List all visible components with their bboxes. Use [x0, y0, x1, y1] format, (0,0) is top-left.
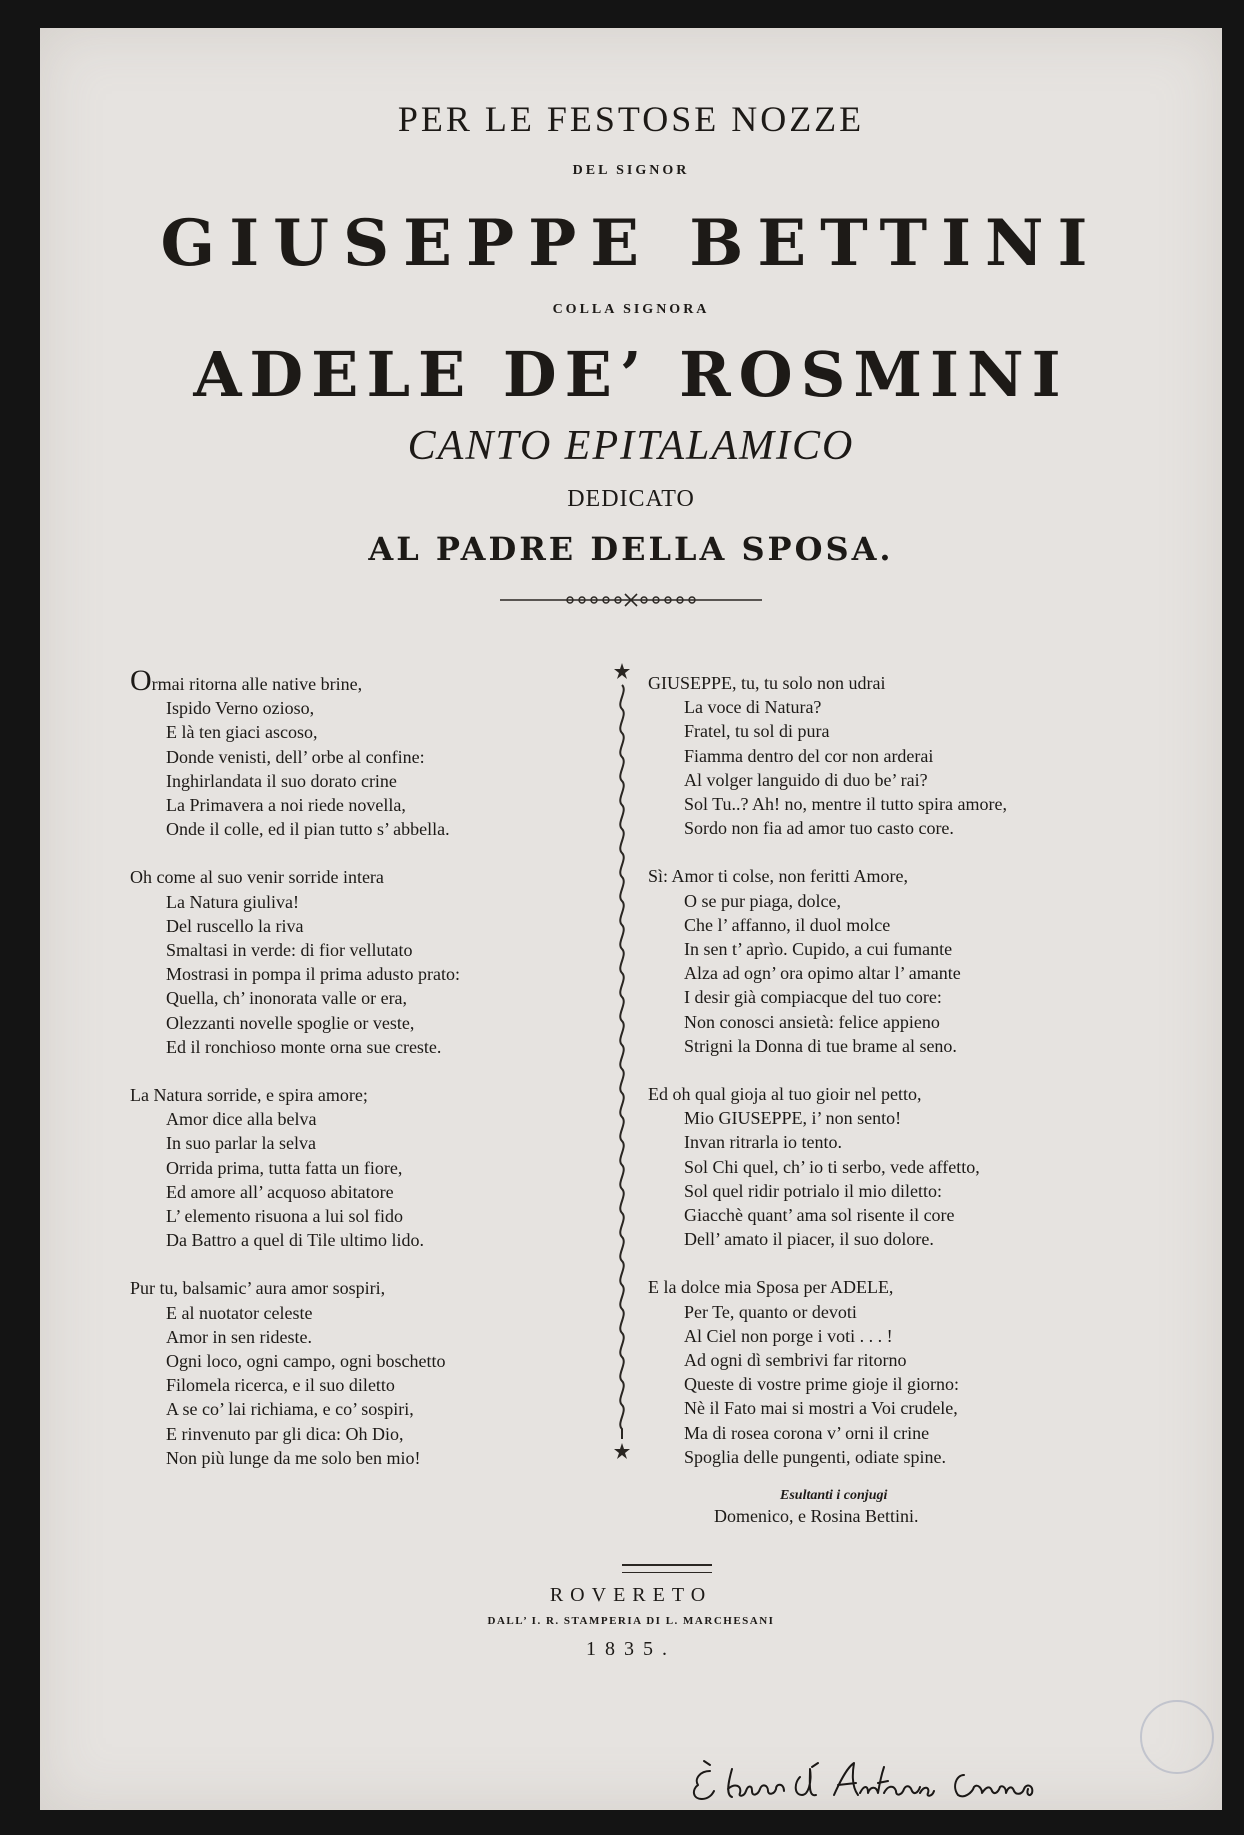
poem-line: Orrida prima, tutta fatta un fiore,	[166, 1157, 403, 1178]
poem-line: Olezzanti novelle spoglie or veste,	[166, 1012, 415, 1033]
title-line-4: COLLA SIGNORA	[552, 302, 710, 317]
drop-cap: O	[130, 664, 152, 697]
poem-line: A se co’ lai richiama, e co’ sospiri,	[166, 1399, 414, 1420]
ornament-rule-icon	[500, 593, 762, 607]
subtitle: CANTO EPITALAMICO	[407, 423, 855, 469]
poem-stanza	[648, 1082, 1118, 1251]
poem-line: Al volger languido di duo be’ rai?	[684, 769, 928, 790]
poem-stanza	[130, 1276, 600, 1470]
broadside-sheet	[40, 28, 1222, 1810]
poem-line: Amor dice alla belva	[166, 1109, 317, 1130]
poem-line: Ad ogni dì sembrivi far ritorno	[684, 1350, 907, 1371]
poem-line: Fiamma dentro del cor non arderai	[684, 745, 934, 766]
poem-line: Smaltasi in verde: di fior vellutato	[166, 940, 413, 961]
poem-line: Non conosci ansietà: felice appieno	[684, 1011, 940, 1032]
poem-line: GIUSEPPE, tu, tu solo non udrai	[648, 673, 886, 693]
poem-line: E al nuotator celeste	[166, 1302, 313, 1323]
poem-line: O se pur piaga, dolce,	[684, 890, 841, 911]
imprint-year: 1835.	[586, 1638, 676, 1660]
poem-line: Dell’ amato il piacer, il suo dolore.	[684, 1229, 934, 1250]
handwritten-note-icon	[688, 1753, 1048, 1813]
signature-names: Domenico, e Rosina Bettini.	[714, 1506, 919, 1526]
poem-line: Ispido Verno ozioso,	[166, 698, 315, 719]
groom-name: GIUSEPPE BETTINI	[160, 206, 1102, 281]
poem-line: Fratel, tu sol di pura	[684, 721, 830, 742]
poem-line: La Natura giuliva!	[166, 891, 299, 912]
poem-line: Pur tu, balsamic’ aura amor sospiri,	[130, 1278, 386, 1299]
poem-line: Ed amore all’ acquoso abitatore	[166, 1181, 394, 1202]
poem-line: La voce di Natura?	[684, 697, 822, 718]
poem-line: E là ten giaci ascoso,	[166, 722, 318, 743]
poem-line: Filomela ricerca, e il suo diletto	[166, 1375, 395, 1396]
poem-line: Nè il Fato mai si mostri a Voi crudele,	[684, 1398, 958, 1419]
title-line-1: PER LE FESTOSE NOZZE	[397, 99, 865, 139]
poem-stanza	[648, 1275, 1118, 1469]
imprint-city: ROVERETO	[549, 1584, 713, 1606]
poem-line: Sordo non fia ad amor tuo casto core.	[684, 818, 954, 839]
poem-line: La Natura sorride, e spira amore;	[130, 1085, 368, 1106]
poem-stanza	[130, 865, 600, 1059]
poem-line: Che l’ affanno, il duol molce	[684, 914, 891, 935]
poem-stanza	[130, 1083, 600, 1252]
poem-line: Ma di rosea corona v’ orni il crine	[684, 1422, 930, 1443]
imprint-printer: DALL’ I. R. STAMPERIA DI L. MARCHESANI	[487, 1615, 775, 1627]
poem-line: Strigni la Donna di tue brame al seno.	[684, 1035, 957, 1056]
vine-divider-icon	[612, 663, 632, 1463]
poem-line: Sì: Amor ti colse, non feritti Amore,	[648, 866, 908, 887]
poem-line: E la dolce mia Sposa per ADELE,	[648, 1277, 894, 1298]
poem-stanza	[648, 671, 1118, 840]
poem-line: Queste di vostre prime gioje il giorno:	[684, 1374, 959, 1395]
poem-line: Ed oh qual gioja al tuo gioir nel petto,	[648, 1084, 922, 1105]
poem-line	[130, 664, 600, 697]
poem-line: Onde il colle, ed il pian tutto s’ abbella.	[166, 819, 450, 840]
poem-line: Da Battro a quel di Tile ultimo lido.	[166, 1230, 424, 1251]
poem-line: Sol Chi quel, ch’ io ti serbo, vede affetto,	[684, 1156, 980, 1177]
poem-line: I desir già compiacque del tuo core:	[684, 987, 942, 1008]
poem-line: Ogni loco, ogni campo, ogni boschetto	[166, 1351, 446, 1372]
poem-line: Giacchè quant’ ama sol risente il core	[684, 1205, 955, 1226]
poem-line: Amor in sen rideste.	[166, 1326, 312, 1347]
poem-line: In suo parlar la selva	[166, 1133, 316, 1154]
poem-line: Per Te, quanto or devoti	[684, 1301, 857, 1322]
poem-line: Sol quel ridir potrialo il mio diletto:	[684, 1180, 942, 1201]
poem-line: Quella, ch’ inonorata valle or era,	[166, 988, 408, 1009]
poem-line: In sen t’ aprìo. Cupido, a cui fumante	[684, 939, 953, 960]
poem-line: Spoglia delle pungenti, odiate spine.	[684, 1446, 946, 1467]
poem-line: Inghirlandata il suo dorato crine	[166, 770, 397, 791]
poem-line: Alza ad ogn’ ora opimo altar l’ amante	[684, 963, 961, 984]
poem-column-right	[648, 671, 1118, 1493]
poem-line-text: rmai ritorna alle native brine,	[151, 674, 363, 694]
poem-line: Sol Tu..? Ah! no, mentre il tutto spira amore,	[684, 794, 1007, 815]
dedicatee: AL PADRE DELLA SPOSA.	[368, 530, 894, 568]
poem-stanza	[648, 864, 1118, 1058]
poem-line: Ed il ronchioso monte orna sue creste.	[166, 1036, 442, 1057]
poem-line: Mostrasi in pompa il prima adusto prato:	[166, 964, 460, 985]
double-rule	[622, 1564, 712, 1573]
signature-intro: Esultanti i conjugi	[780, 1488, 888, 1503]
poem-column-left	[130, 664, 600, 1494]
poem-line: Al Ciel non porge i voti . . . !	[684, 1325, 893, 1346]
poem-line: Del ruscello la riva	[166, 915, 304, 936]
poem-line: La Primavera a noi riede novella,	[166, 795, 406, 816]
bride-name: ADELE DE’ ROSMINI	[193, 338, 1069, 411]
poem-stanza	[130, 664, 600, 841]
poem-line: E rinvenuto par gli dica: Oh Dio,	[166, 1423, 404, 1444]
poem-line: Mio GIUSEPPE, i’ non sento!	[684, 1108, 902, 1129]
library-stamp	[1140, 1700, 1214, 1774]
dedicated-label: DEDICATO	[567, 486, 695, 512]
poem-line: Donde venisti, dell’ orbe al confine:	[166, 746, 425, 767]
poem-line: Non più lunge da me solo ben mio!	[166, 1447, 421, 1468]
poem-line: L’ elemento risuona a lui sol fido	[166, 1206, 403, 1227]
poem-line: Invan ritrarla io tento.	[684, 1132, 842, 1153]
poem-line: Oh come al suo venir sorride intera	[130, 867, 384, 888]
title-line-2: DEL SIGNOR	[572, 163, 690, 178]
